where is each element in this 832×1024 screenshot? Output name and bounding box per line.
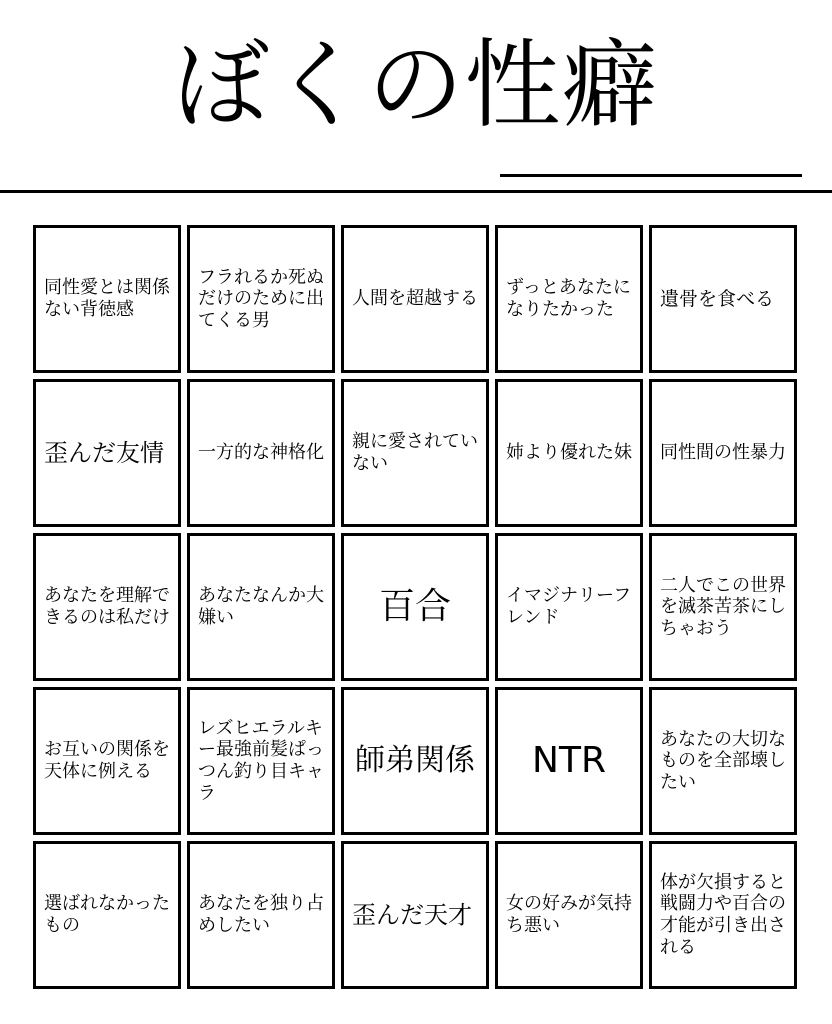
cell-text: フラれるか死ぬだけのために出てくる男: [198, 266, 324, 331]
cell-text: あなたを独り占めしたい: [198, 893, 324, 936]
cell-text: 親に愛されていない: [352, 431, 478, 474]
bingo-cell[interactable]: [33, 225, 181, 373]
bingo-cell[interactable]: [341, 841, 489, 989]
bingo-cell[interactable]: [649, 533, 797, 681]
cell-text: 選ばれなかったもの: [44, 893, 170, 936]
page-title: ぼくの性癖: [173, 29, 659, 141]
cell-text: 師弟関係: [355, 743, 475, 778]
bingo-cell[interactable]: [341, 379, 489, 527]
cell-text: お互いの関係を天体に例える: [44, 739, 170, 782]
bingo-cell[interactable]: [33, 533, 181, 681]
bingo-cell[interactable]: [33, 687, 181, 835]
cell-text: 二人でこの世界を滅茶苦茶にしちゃおう: [660, 574, 786, 639]
cell-text: レズヒエラルキー最強前髪ぱっつん釣り目キャラ: [198, 717, 324, 804]
bingo-cell[interactable]: [649, 225, 797, 373]
bingo-cell[interactable]: [649, 379, 797, 527]
bingo-cell[interactable]: [187, 687, 335, 835]
bingo-cell[interactable]: [649, 841, 797, 989]
cell-text: あなたを理解できるのは私だけ: [44, 585, 170, 628]
bingo-grid: [33, 225, 800, 992]
name-underline: [500, 174, 802, 177]
cell-text: あなたなんか大嫌い: [198, 585, 324, 628]
cell-text: 同性愛とは関係ない背徳感: [44, 277, 170, 320]
bingo-cell[interactable]: [495, 841, 643, 989]
bingo-cell[interactable]: [187, 533, 335, 681]
cell-text: NTR: [532, 740, 606, 782]
cell-text: 姉より優れた妹: [506, 442, 632, 464]
header-divider: [0, 190, 832, 193]
bingo-cell[interactable]: [341, 225, 489, 373]
bingo-cell[interactable]: [495, 533, 643, 681]
cell-text: イマジナリーフレンド: [506, 585, 632, 628]
cell-text: 同性間の性暴力: [660, 442, 786, 464]
cell-text: 百合: [378, 586, 451, 628]
cell-text: 遺骨を食べる: [660, 287, 775, 310]
cell-text: 女の好みが気持ち悪い: [506, 893, 632, 936]
bingo-cell[interactable]: [187, 225, 335, 373]
cell-text: 人間を超越する: [352, 288, 478, 310]
bingo-cell[interactable]: [33, 379, 181, 527]
bingo-cell[interactable]: [187, 379, 335, 527]
cell-text: 歪んだ天才: [352, 900, 472, 929]
bingo-cell[interactable]: [495, 687, 643, 835]
cell-text: 歪んだ友情: [44, 438, 164, 467]
bingo-cell[interactable]: [341, 687, 489, 835]
cell-text: ずっとあなたになりたかった: [506, 277, 631, 320]
bingo-cell[interactable]: [495, 225, 643, 373]
bingo-cell[interactable]: [33, 841, 181, 989]
cell-text: 一方的な神格化: [198, 442, 324, 464]
cell-text: あなたの大切なものを全部壊したい: [660, 728, 786, 793]
bingo-cell-center[interactable]: [341, 533, 489, 681]
bingo-cell[interactable]: [649, 687, 797, 835]
bingo-cell[interactable]: [495, 379, 643, 527]
bingo-cell[interactable]: [187, 841, 335, 989]
cell-text: 体が欠損すると戦闘力や百合の才能が引き出される: [660, 871, 786, 958]
